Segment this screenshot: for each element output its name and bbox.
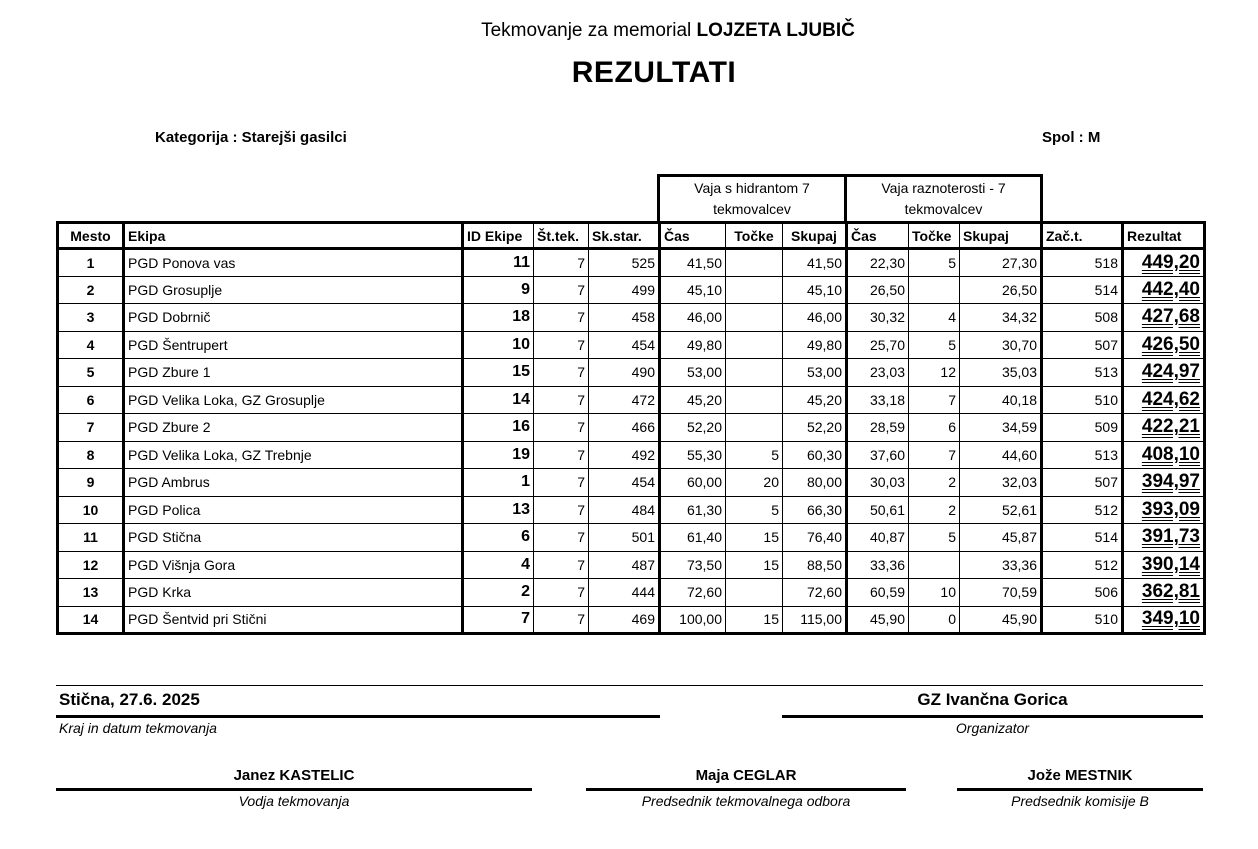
cell-ekipa: PGD Ponova vas [124,249,463,277]
cell-team-id: 7 [463,606,534,634]
table-row [58,414,1205,442]
cell-zac-t: 507 [1042,469,1123,497]
cell-hydrant-tocke [726,579,783,607]
cell-misc-cas: 30,32 [847,304,909,332]
cell-sk-star: 499 [589,276,660,304]
place-date-line [56,715,660,718]
cell-misc-skupaj: 34,32 [960,304,1042,332]
cell-hydrant-tocke [726,304,783,332]
table-row [58,469,1205,497]
cell-team-id: 18 [463,304,534,332]
cell-misc-skupaj: 52,61 [960,496,1042,524]
cell-misc-tocke: 5 [909,524,960,552]
cell-hydrant-cas: 45,10 [660,276,726,304]
cell-misc-cas: 45,90 [847,606,909,634]
cell-hydrant-skupaj: 49,80 [783,331,847,359]
signature-role-2: Predsednik tekmovalnega odbora [641,793,851,809]
cell-team-id: 16 [463,414,534,442]
cell-st-tek: 7 [534,276,589,304]
cell-rezultat [1123,249,1205,277]
cell-sk-star: 492 [589,441,660,469]
cell-mesto: 13 [58,579,124,607]
cell-rezultat [1123,496,1205,524]
place-date: Stična, 27.6. 2025 [59,690,200,709]
cell-sk-star: 454 [589,469,660,497]
cell-rezultat [1123,304,1205,332]
result-value: 393,09 [1141,498,1200,520]
cell-team-id: 1 [463,469,534,497]
cell-hydrant-cas: 72,60 [660,579,726,607]
cell-hydrant-cas: 73,50 [660,551,726,579]
cell-misc-cas: 40,87 [847,524,909,552]
memorial-name: LOJZETA LJUBIČ [696,20,855,41]
cell-rezultat [1123,276,1205,304]
cell-sk-star: 501 [589,524,660,552]
result-value: 391,73 [1141,526,1200,548]
cell-hydrant-skupaj: 76,40 [783,524,847,552]
hydrant-header-line1: Vaja s hidrantom 7 [694,180,810,196]
table-row [58,276,1205,304]
cell-misc-skupaj: 44,60 [960,441,1042,469]
organizer-line [782,715,1203,718]
col-header-misc-cas: Čas [847,223,909,249]
cell-misc-tocke [909,551,960,579]
col-header-sk-star: Sk.star. [589,223,660,249]
signature-line-2 [586,788,906,791]
results-table [56,221,1206,635]
cell-misc-skupaj: 30,70 [960,331,1042,359]
cell-hydrant-cas: 61,40 [660,524,726,552]
cell-mesto: 11 [58,524,124,552]
cell-hydrant-tocke [726,331,783,359]
gender-label: Spol : M [1042,129,1101,146]
table-row [58,524,1205,552]
cell-rezultat [1123,469,1205,497]
cell-hydrant-tocke [726,386,783,414]
cell-rezultat [1123,386,1205,414]
cell-sk-star: 484 [589,496,660,524]
cell-mesto: 5 [58,359,124,387]
footer-divider [56,685,1203,686]
cell-ekipa: PGD Stična [124,524,463,552]
cell-ekipa: PGD Ambrus [124,469,463,497]
cell-team-id: 19 [463,441,534,469]
place-date-label: Kraj in datum tekmovanja [59,720,217,736]
organizer-name: GZ Ivančna Gorica [917,690,1068,709]
cell-misc-skupaj: 32,03 [960,469,1042,497]
cell-hydrant-skupaj: 66,30 [783,496,847,524]
cell-mesto: 7 [58,414,124,442]
cell-misc-tocke: 12 [909,359,960,387]
cell-hydrant-skupaj: 45,20 [783,386,847,414]
cell-ekipa: PGD Dobrnič [124,304,463,332]
result-value: 408,10 [1141,443,1200,465]
cell-team-id: 11 [463,249,534,277]
cell-st-tek: 7 [534,414,589,442]
cell-st-tek: 7 [534,496,589,524]
cell-hydrant-skupaj: 72,60 [783,579,847,607]
misc-header-line2: tekmovalcev [904,201,983,217]
cell-zac-t: 509 [1042,414,1123,442]
cell-zac-t: 512 [1042,496,1123,524]
result-value: 424,97 [1141,361,1200,383]
cell-hydrant-cas: 100,00 [660,606,726,634]
cell-ekipa: PGD Šentvid pri Stični [124,606,463,634]
cell-sk-star: 444 [589,579,660,607]
table-row [58,551,1205,579]
cell-misc-cas: 60,59 [847,579,909,607]
cell-ekipa: PGD Velika Loka, GZ Grosuplje [124,386,463,414]
cell-misc-skupaj: 33,36 [960,551,1042,579]
cell-misc-skupaj: 40,18 [960,386,1042,414]
cell-mesto: 3 [58,304,124,332]
hydrant-exercise-header [657,174,847,222]
col-header-zac-t: Zač.t. [1042,223,1123,249]
cell-ekipa: PGD Krka [124,579,463,607]
cell-hydrant-cas: 60,00 [660,469,726,497]
cell-zac-t: 514 [1042,524,1123,552]
cell-st-tek: 7 [534,469,589,497]
cell-zac-t: 513 [1042,359,1123,387]
cell-st-tek: 7 [534,331,589,359]
signature-name-3: Jože MESTNIK [1027,767,1133,784]
table-row [58,304,1205,332]
cell-hydrant-skupaj: 46,00 [783,304,847,332]
cell-misc-tocke: 2 [909,496,960,524]
cell-sk-star: 466 [589,414,660,442]
cell-sk-star: 472 [589,386,660,414]
cell-zac-t: 510 [1042,606,1123,634]
cell-rezultat [1123,524,1205,552]
table-header-row [58,223,1205,249]
cell-zac-t: 512 [1042,551,1123,579]
cell-ekipa: PGD Velika Loka, GZ Trebnje [124,441,463,469]
cell-hydrant-skupaj: 53,00 [783,359,847,387]
cell-rezultat [1123,551,1205,579]
signature-role-1: Vodja tekmovanja [238,793,350,809]
cell-misc-skupaj: 34,59 [960,414,1042,442]
cell-hydrant-tocke [726,249,783,277]
cell-hydrant-skupaj: 88,50 [783,551,847,579]
cell-hydrant-cas: 49,80 [660,331,726,359]
signature-name-1: Janez KASTELIC [233,767,355,784]
cell-misc-skupaj: 26,50 [960,276,1042,304]
cell-sk-star: 525 [589,249,660,277]
category-label: Kategorija : Starejši gasilci [155,129,347,146]
table-row [58,331,1205,359]
cell-team-id: 10 [463,331,534,359]
result-value: 426,50 [1141,333,1200,355]
cell-team-id: 15 [463,359,534,387]
cell-team-id: 6 [463,524,534,552]
cell-misc-tocke: 0 [909,606,960,634]
cell-hydrant-cas: 52,20 [660,414,726,442]
cell-misc-cas: 33,18 [847,386,909,414]
cell-ekipa: PGD Šentrupert [124,331,463,359]
cell-misc-skupaj: 27,30 [960,249,1042,277]
cell-mesto: 9 [58,469,124,497]
col-header-misc-skupaj: Skupaj [960,223,1042,249]
signature-role-3: Predsednik komisije B [1011,793,1149,809]
cell-sk-star: 490 [589,359,660,387]
cell-misc-tocke: 7 [909,386,960,414]
cell-misc-tocke: 7 [909,441,960,469]
cell-st-tek: 7 [534,249,589,277]
cell-hydrant-skupaj: 41,50 [783,249,847,277]
cell-team-id: 13 [463,496,534,524]
cell-ekipa: PGD Grosuplje [124,276,463,304]
misc-exercise-header [844,174,1043,222]
cell-hydrant-tocke: 15 [726,551,783,579]
cell-st-tek: 7 [534,359,589,387]
result-value: 449,20 [1141,251,1200,273]
cell-misc-skupaj: 45,87 [960,524,1042,552]
cell-misc-skupaj: 45,90 [960,606,1042,634]
cell-st-tek: 7 [534,606,589,634]
cell-zac-t: 514 [1042,276,1123,304]
col-header-mesto: Mesto [58,223,124,249]
cell-rezultat [1123,579,1205,607]
cell-zac-t: 510 [1042,386,1123,414]
cell-misc-tocke: 4 [909,304,960,332]
table-row [58,249,1205,277]
col-header-hydrant-skupaj: Skupaj [783,223,847,249]
cell-misc-cas: 37,60 [847,441,909,469]
col-header-hydrant-cas: Čas [660,223,726,249]
cell-mesto: 8 [58,441,124,469]
table-row [58,359,1205,387]
cell-mesto: 2 [58,276,124,304]
cell-st-tek: 7 [534,579,589,607]
cell-mesto: 14 [58,606,124,634]
cell-rezultat [1123,359,1205,387]
cell-ekipa: PGD Zbure 2 [124,414,463,442]
competition-subtitle [0,20,1258,42]
col-header-hydrant-tocke: Točke [726,223,783,249]
subtitle-prefix: Tekmovanje za memorial [481,20,692,41]
cell-rezultat [1123,414,1205,442]
col-header-rezultat: Rezultat [1123,223,1205,249]
result-value: 362,81 [1141,581,1200,603]
cell-sk-star: 454 [589,331,660,359]
cell-hydrant-skupaj: 60,30 [783,441,847,469]
col-header-st-tek: Št.tek. [534,223,589,249]
result-value: 394,97 [1141,471,1200,493]
col-header-ekipa: Ekipa [124,223,463,249]
cell-hydrant-tocke: 20 [726,469,783,497]
cell-sk-star: 487 [589,551,660,579]
cell-misc-cas: 30,03 [847,469,909,497]
cell-zac-t: 513 [1042,441,1123,469]
cell-hydrant-tocke: 5 [726,496,783,524]
table-row [58,441,1205,469]
cell-misc-tocke: 6 [909,414,960,442]
cell-misc-skupaj: 35,03 [960,359,1042,387]
page-title: REZULTATI [571,56,737,89]
table-row [58,579,1205,607]
signature-line-3 [957,788,1203,791]
cell-hydrant-tocke: 15 [726,606,783,634]
signature-name-2: Maja CEGLAR [695,767,797,784]
cell-zac-t: 507 [1042,331,1123,359]
cell-team-id: 2 [463,579,534,607]
cell-zac-t: 518 [1042,249,1123,277]
cell-hydrant-skupaj: 80,00 [783,469,847,497]
cell-mesto: 4 [58,331,124,359]
cell-hydrant-skupaj: 115,00 [783,606,847,634]
result-value: 422,21 [1141,416,1200,438]
col-header-misc-tocke: Točke [909,223,960,249]
col-header-id: ID Ekipe [463,223,534,249]
table-row [58,386,1205,414]
cell-hydrant-cas: 55,30 [660,441,726,469]
cell-st-tek: 7 [534,386,589,414]
cell-ekipa: PGD Zbure 1 [124,359,463,387]
cell-rezultat [1123,331,1205,359]
result-value: 424,62 [1141,388,1200,410]
cell-mesto: 10 [58,496,124,524]
cell-hydrant-cas: 61,30 [660,496,726,524]
cell-sk-star: 469 [589,606,660,634]
cell-misc-tocke: 5 [909,249,960,277]
cell-hydrant-tocke [726,276,783,304]
cell-ekipa: PGD Višnja Gora [124,551,463,579]
signature-line-1 [56,788,532,791]
cell-st-tek: 7 [534,304,589,332]
table-row [58,606,1205,634]
cell-misc-cas: 25,70 [847,331,909,359]
result-value: 442,40 [1141,278,1200,300]
cell-hydrant-cas: 53,00 [660,359,726,387]
cell-sk-star: 458 [589,304,660,332]
cell-ekipa: PGD Polica [124,496,463,524]
cell-misc-tocke: 5 [909,331,960,359]
cell-misc-cas: 50,61 [847,496,909,524]
cell-hydrant-skupaj: 45,10 [783,276,847,304]
cell-mesto: 1 [58,249,124,277]
cell-hydrant-cas: 41,50 [660,249,726,277]
cell-rezultat [1123,606,1205,634]
cell-mesto: 12 [58,551,124,579]
cell-team-id: 4 [463,551,534,579]
cell-misc-tocke: 2 [909,469,960,497]
misc-header-line1: Vaja raznoterosti - 7 [881,180,1006,196]
cell-misc-tocke [909,276,960,304]
cell-zac-t: 506 [1042,579,1123,607]
cell-hydrant-tocke: 15 [726,524,783,552]
table-row [58,496,1205,524]
hydrant-header-line2: tekmovalcev [713,201,791,217]
cell-mesto: 6 [58,386,124,414]
cell-hydrant-tocke: 5 [726,441,783,469]
cell-hydrant-tocke [726,414,783,442]
cell-hydrant-tocke [726,359,783,387]
cell-misc-cas: 26,50 [847,276,909,304]
cell-st-tek: 7 [534,441,589,469]
cell-misc-cas: 23,03 [847,359,909,387]
cell-hydrant-skupaj: 52,20 [783,414,847,442]
cell-misc-cas: 22,30 [847,249,909,277]
cell-misc-skupaj: 70,59 [960,579,1042,607]
cell-st-tek: 7 [534,524,589,552]
cell-misc-cas: 33,36 [847,551,909,579]
cell-misc-cas: 28,59 [847,414,909,442]
cell-hydrant-cas: 46,00 [660,304,726,332]
cell-zac-t: 508 [1042,304,1123,332]
organizer-label: Organizator [955,720,1030,736]
result-value: 390,14 [1141,553,1200,575]
result-value: 427,68 [1141,306,1200,328]
cell-rezultat [1123,441,1205,469]
cell-hydrant-cas: 45,20 [660,386,726,414]
cell-misc-tocke: 10 [909,579,960,607]
cell-st-tek: 7 [534,551,589,579]
result-value: 349,10 [1141,608,1200,630]
cell-team-id: 9 [463,276,534,304]
cell-team-id: 14 [463,386,534,414]
